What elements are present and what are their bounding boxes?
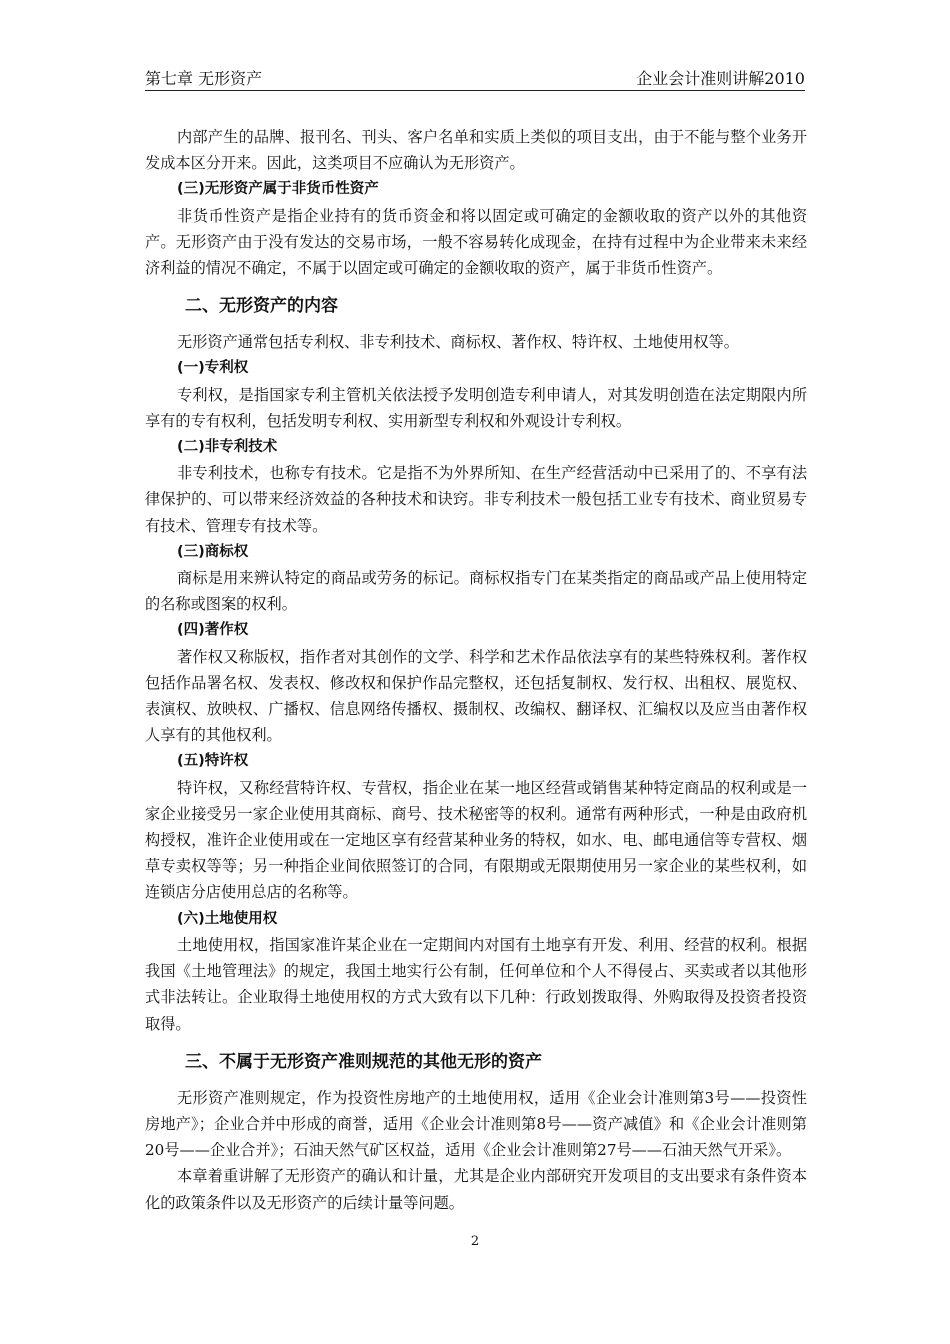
section-heading: 二、无形资产的内容 [185, 296, 338, 317]
paragraph: 非货币性资产是指企业持有的货币资金和将以固定或可确定的金额收取的资产以外的其他资产。无形资产由于没有发达的交易市场，一般不容易转化成现金，在持有过程中为企业带来未来经济利益的情况不确定，不属于以固定或可确定的金额收取的资产，属于非货币性资产。 [145, 206, 807, 278]
paragraph: 特许权，又称经营特许权、专营权，指企业在某一地区经营或销售某种特定商品的权利或是一家企业接受另一家企业使用其商标、商号、技术秘密等的权利。通常有两种形式，一种是由政府机构授权，准许企业使用或在一定地区享有经营某种业务的特权，如水、电、邮电通信等专营权、烟草专卖权等等；另一种指企业间依照签订的合同，有限期或无限期使用另一家企业的某些权利，如连锁店分店使用总店的名称等。 [145, 778, 807, 902]
chapter-title: 第七章 无形资产 [145, 69, 263, 88]
subheading: (四)著作权 [177, 622, 249, 639]
paragraph: 土地使用权，指国家准许某企业在一定期间内对国有土地享有开发、利用、经营的权利。根据我国《土地管理法》的规定，我国土地实行公有制，任何单位和个人不得侵占、买卖或者以其他形式非法转让。企业取得土地使用权的方式大致有以下几种：行政划拨取得、外购取得及投资者投资取得。 [145, 935, 807, 1033]
paragraph: 专利权，是指国家专利主管机关依法授予发明创造专利申请人，对其发明创造在法定期限内所享有的专有权利，包括发明专利权、实用新型专利权和外观设计专利权。 [145, 385, 807, 430]
paragraph: 本章着重讲解了无形资产的确认和计量，尤其是企业内部研究开发项目的支出要求有条件资本化的政策条件以及无形资产的后续计量等问题。 [145, 1167, 807, 1212]
subheading: (三)无形资产属于非货币性资产 [177, 181, 379, 198]
subheading: (六)土地使用权 [177, 910, 278, 927]
page-number: 2 [470, 1234, 480, 1249]
page-body [145, 124, 807, 1216]
paragraph: 内部产生的品牌、报刊名、刊头、客户名单和实质上类似的项目支出，由于不能与整个业务开发成本区分开来。因此，这类项目不应确认为无形资产。 [145, 128, 807, 173]
subheading: (一)专利权 [177, 360, 249, 377]
paragraph: 无形资产准则规定，作为投资性房地产的土地使用权，适用《企业会计准则第3号——投资性房地产》；企业合并中形成的商誉，适用《企业会计准则第8号——资产减值》和《企业会计准则第20号——企业合并》；石油天然气矿区权益，适用《企业会计准则第27号——石油天然气开采》。 [145, 1088, 807, 1160]
subheading: (二)非专利技术 [177, 439, 278, 456]
book-title: 企业会计准则讲解2010 [636, 69, 805, 88]
paragraph: 无形资产通常包括专利权、非专利技术、商标权、著作权、特许权、土地使用权等。 [177, 333, 739, 352]
section-heading: 三、不属于无形资产准则规范的其他无形的资产 [185, 1051, 542, 1072]
paragraph: 著作权又称版权，指作者对其创作的文学、科学和艺术作品依法享有的某些特殊权利。著作权包括作品署名权、发表权、修改权和保护作品完整权，还包括复制权、发行权、出租权、展览权、表演权、放映权、广播权、信息网络传播权、摄制权、改编权、翻译权、汇编权以及应当由著作权人享有的其他权利。 [145, 647, 807, 745]
subheading: (五)特许权 [177, 753, 249, 770]
subheading: (三)商标权 [177, 543, 249, 560]
paragraph: 非专利技术，也称专有技术。它是指不为外界所知、在生产经营活动中已采用了的、不享有法律保护的、可以带来经济效益的各种技术和诀窍。非专利技术一般包括工业专有技术、商业贸易专有技术、管理专有技术等。 [145, 464, 807, 535]
page-header [145, 66, 805, 91]
paragraph: 商标是用来辨认特定的商品或劳务的标记。商标权指专门在某类指定的商品或产品上使用特定的名称或图案的权利。 [145, 569, 807, 614]
